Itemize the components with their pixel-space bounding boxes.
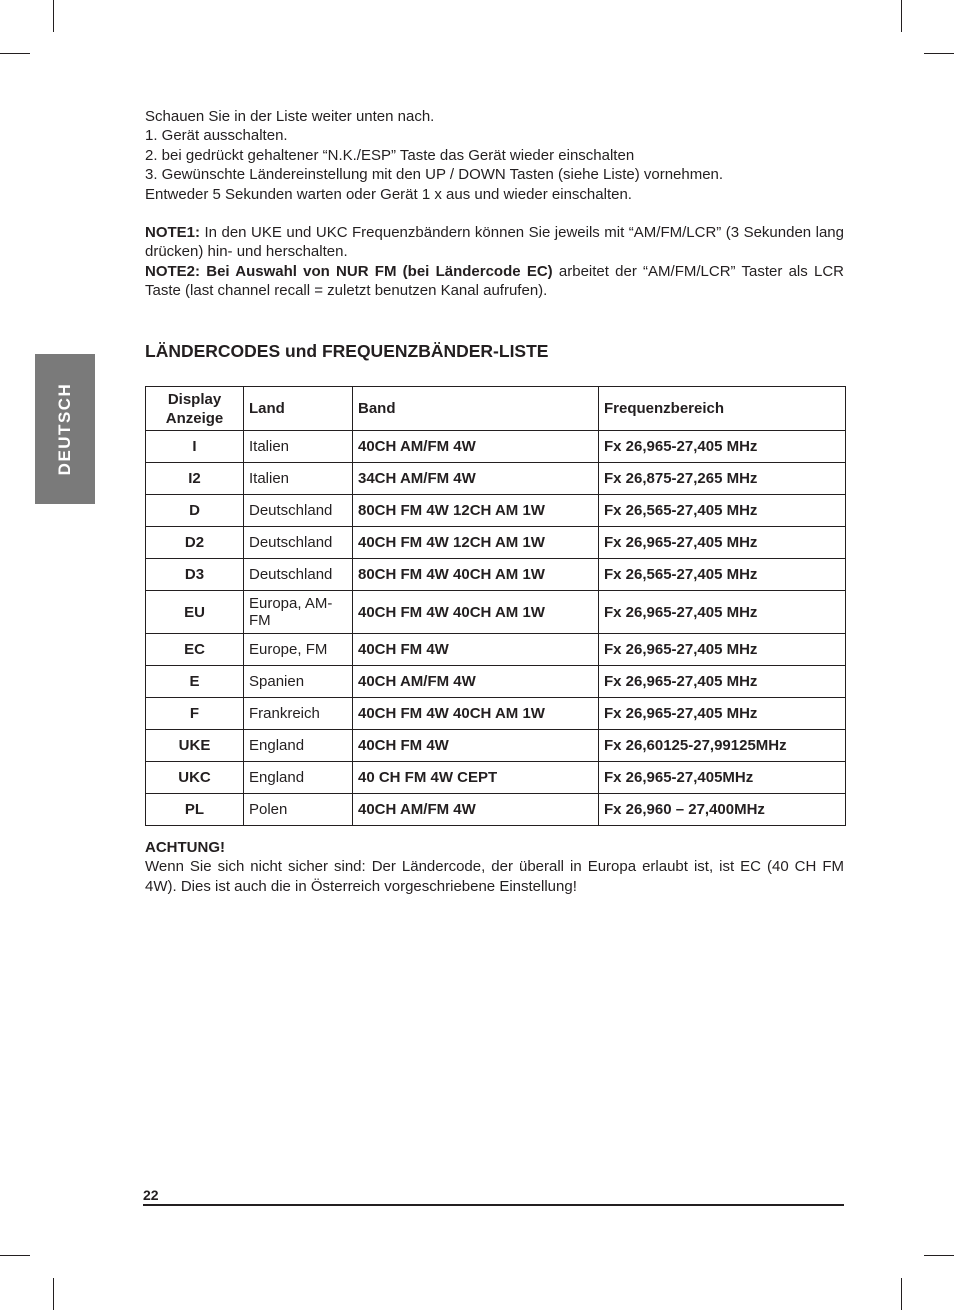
table-row: [146, 634, 846, 666]
cell-code: I: [146, 431, 244, 463]
header-display-line1: Display: [167, 390, 222, 408]
cell-land: Deutschland: [244, 559, 353, 591]
header-display: [146, 387, 244, 431]
note-2-text: arbeitet der “AM/FM/LCR” Taster als LCR Taste (last channel recall = zuletzt benutzen Kanal aufrufen).: [145, 262, 844, 300]
cell-band: 40CH FM 4W 40CH AM 1W: [353, 591, 599, 634]
cell-land: Italien: [244, 431, 353, 463]
table-row: [146, 794, 846, 826]
cell-freq: Fx 26,965-27,405 MHz: [599, 591, 846, 634]
cell-band: 40CH FM 4W 40CH AM 1W: [353, 698, 599, 730]
table-row: [146, 730, 846, 762]
crop-mark: [924, 1255, 954, 1256]
section-heading: LÄNDERCODES und FREQUENZBÄNDER-LISTE: [145, 341, 549, 361]
cell-code: D: [146, 495, 244, 527]
note-2: [145, 262, 844, 301]
cell-band: 40CH FM 4W: [353, 634, 599, 666]
table-row: [146, 463, 846, 495]
intro-instructions: [145, 107, 844, 204]
crop-mark: [0, 1255, 30, 1256]
cell-land: England: [244, 762, 353, 794]
table-row: [146, 591, 846, 634]
cell-code: F: [146, 698, 244, 730]
cell-land: Polen: [244, 794, 353, 826]
crop-mark: [0, 53, 30, 54]
cell-land: Deutschland: [244, 527, 353, 559]
cell-freq: Fx 26,875-27,265 MHz: [599, 463, 846, 495]
footer-rule: [143, 1204, 844, 1206]
cell-land: Deutschland: [244, 495, 353, 527]
language-side-tab: [35, 354, 95, 504]
cell-freq: Fx 26,965-27,405 MHz: [599, 698, 846, 730]
language-side-tab-label: DEUTSCH: [55, 382, 74, 476]
cell-band: 40CH FM 4W: [353, 730, 599, 762]
crop-mark: [901, 0, 902, 32]
header-display-line2: Anzeige: [165, 409, 224, 427]
cell-freq: Fx 26,965-27,405 MHz: [599, 527, 846, 559]
cell-land: Europe, FM: [244, 634, 353, 666]
table-row: [146, 495, 846, 527]
cell-land: Europa, AM-FM: [244, 591, 353, 634]
cell-freq: Fx 26,965-27,405 MHz: [599, 666, 846, 698]
cell-code: E: [146, 666, 244, 698]
cell-land: Spanien: [244, 666, 353, 698]
cell-code: I2: [146, 463, 244, 495]
table-row: [146, 559, 846, 591]
note-2-label: NOTE2: Bei Auswahl von NUR FM (bei Ländercode EC): [145, 262, 553, 280]
header-land: Land: [244, 387, 353, 431]
intro-line: 1. Gerät ausschalten.: [145, 127, 288, 145]
crop-mark: [53, 1278, 54, 1310]
warning-block: [145, 838, 844, 896]
header-freq: Frequenzbereich: [599, 387, 846, 431]
cell-freq: Fx 26,565-27,405 MHz: [599, 495, 846, 527]
table-header-row: [146, 387, 846, 431]
cell-code: UKE: [146, 730, 244, 762]
crop-mark: [901, 1278, 902, 1310]
cell-band: 80CH FM 4W 12CH AM 1W: [353, 495, 599, 527]
crop-mark: [53, 0, 54, 32]
intro-line: Schauen Sie in der Liste weiter unten nach.: [145, 108, 435, 125]
cell-freq: Fx 26,965-27,405 MHz: [599, 431, 846, 463]
cell-band: 40CH AM/FM 4W: [353, 666, 599, 698]
note-1-label: NOTE1:: [145, 224, 201, 241]
cell-freq: Fx 26,60125-27,99125MHz: [599, 730, 846, 762]
table-row: [146, 762, 846, 794]
cell-band: 34CH AM/FM 4W: [353, 463, 599, 495]
cell-code: PL: [146, 794, 244, 826]
table-row: [146, 698, 846, 730]
cell-freq: Fx 26,965-27,405MHz: [599, 762, 846, 794]
cell-freq: Fx 26,565-27,405 MHz: [599, 559, 846, 591]
cell-band: 40CH AM/FM 4W: [353, 794, 599, 826]
intro-line: 3. Gewünschte Ländereinstellung mit den UP / DOWN Tasten (siehe Liste) vornehmen.: [145, 166, 724, 184]
page-number: 22: [143, 1187, 159, 1203]
cell-freq: Fx 26,960 – 27,400MHz: [599, 794, 846, 826]
table-row: [146, 431, 846, 463]
cell-code: EC: [146, 634, 244, 666]
intro-line: 2. bei gedrückt gehaltener “N.K./ESP” Taste das Gerät wieder einschalten: [145, 146, 635, 164]
table-row: [146, 666, 846, 698]
cell-band: 40CH FM 4W 12CH AM 1W: [353, 527, 599, 559]
note-1: [145, 223, 844, 262]
warning-text: Wenn Sie sich nicht sicher sind: Der Ländercode, der überall in Europa erlaubt ist, ist EC (40 CH FM 4W). Dies ist auch die in Österreich vorgeschriebene Einstellung!: [145, 858, 844, 895]
cell-land: Italien: [244, 463, 353, 495]
intro-line: Entweder 5 Sekunden warten oder Gerät 1 x aus und wieder einschalten.: [145, 185, 632, 203]
cell-band: 80CH FM 4W 40CH AM 1W: [353, 559, 599, 591]
country-code-table: [145, 386, 846, 826]
header-band: Band: [353, 387, 599, 431]
cell-code: UKC: [146, 762, 244, 794]
notes-block: [145, 223, 844, 301]
cell-freq: Fx 26,965-27,405 MHz: [599, 634, 846, 666]
cell-code: EU: [146, 591, 244, 634]
cell-land: Frankreich: [244, 698, 353, 730]
cell-band: 40CH AM/FM 4W: [353, 431, 599, 463]
cell-code: D2: [146, 527, 244, 559]
table-row: [146, 527, 846, 559]
cell-band: 40 CH FM 4W CEPT: [353, 762, 599, 794]
cell-land: England: [244, 730, 353, 762]
crop-mark: [924, 53, 954, 54]
cell-code: D3: [146, 559, 244, 591]
note-1-text: In den UKE und UKC Frequenzbändern können Sie jeweils mit “AM/FM/LCR” (3 Sekunden lang drücken) hin- und herschalten.: [145, 224, 844, 261]
warning-title: ACHTUNG!: [145, 839, 225, 856]
